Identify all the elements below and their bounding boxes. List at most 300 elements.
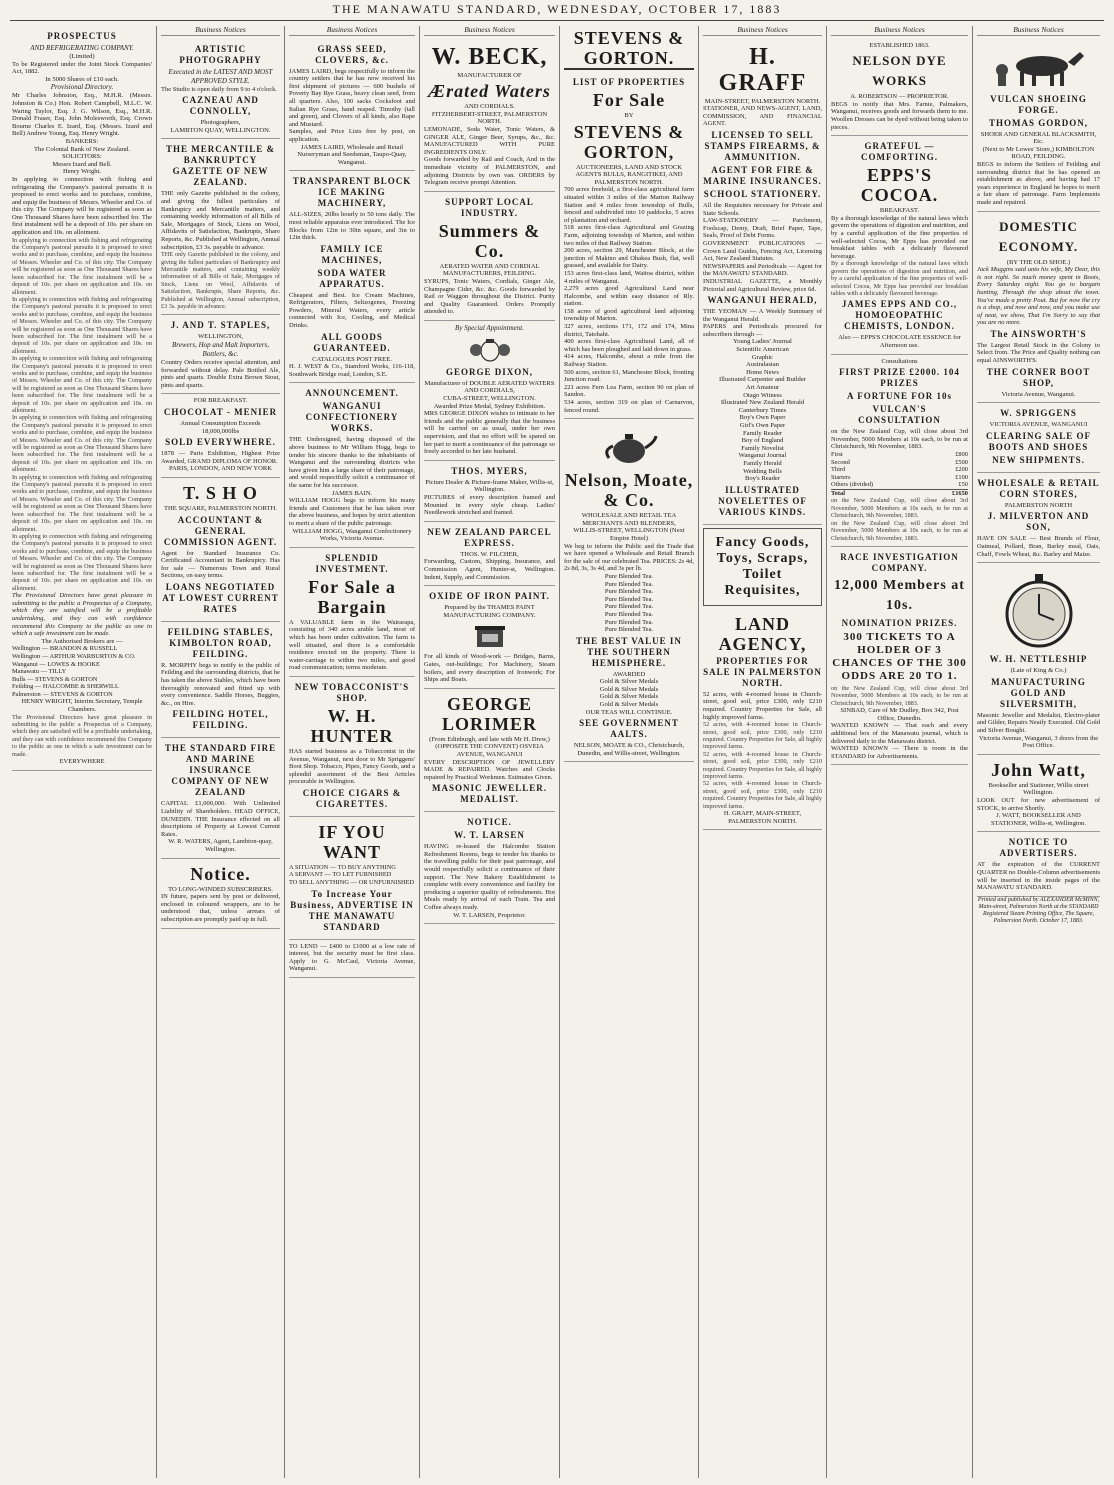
property-item: 2,279 acres good Agricultural Land near Halcombe, and within easy distance of Rly. station. [564,285,694,308]
column-5 [559,26,698,1478]
broker-item: Wellington — BRANDON & RUSSELL [12,645,118,653]
prospectus-title: PROSPECTUS [47,31,117,41]
larsen-notice: NOTICE. [467,817,512,828]
wanganui-herald: WANGANUI HERALD, [707,295,818,306]
confectionery-sign: JAMES BAIN. [331,489,373,497]
race-ad [831,547,968,765]
laird-title: GRASS SEED, CLOVERS, &c. [315,43,389,65]
notice-ad [161,859,280,929]
property-item: 500 acres, section 61, Manchester Block, fronting Junction road. [564,368,694,384]
prospectus-body-6: In applying to connection with fishing and refrigerating the Company's pastoral pursuits it is proposed to erect works and to purchase, combine, and equip the business of Messrs. Wheeler and Co. of this city. The Company will be registered as soon as One Thousand Shares have been subscribed for. The first instalment will be a deposit of 10s. per share on application and 10s. on allotment. [12,473,152,533]
aerated-title: Ærated Waters [428,81,551,102]
graff-sign: H. GRAFF, MAIN-STREET, PALMERSTON NORTH. [723,810,802,825]
oxide-body: For all kinds of Wood-work — Bridges, Barns, Gates, out-buildings; For Machinery, Steam boilers, and every description of Ironwork; For Ships and Boats. [424,653,555,684]
chocolat-body: Annual Consumption Exceeds 18,000,000lbs [180,419,261,435]
chocolat-sold: SOLD EVERYWHERE. [165,437,276,448]
nettleship-name: W. H. NETTLESHIP [989,654,1088,665]
stables-body: R. MORPHY begs to notify to the public of Feilding and the surrounding districts, that he has taken the above Stables, which have been thoroughly renovated and fitted up with every convenience. Saddle Horses, Buggies, &c., on Hire. [161,661,280,707]
prize-row [831,459,968,467]
paper-item: Wedding Bells [743,467,782,475]
epps-body-2: By a thorough knowledge of the natural laws which govern the operations of digestion and nutrition, and by a careful application of the fine properties of well-selected Cocoa, Mr Epps has provided our breakfast tables with a delicately flavoured beverage. [831,260,968,297]
larsen-name: W. T. LARSEN [454,830,525,841]
column-3 [284,26,419,1478]
school-body: All the Requisites necessary for Private and State Schools. [703,201,822,217]
property-item: 200 acres, section 29, Manchester Block, at the junction of Makino and Ohakea Bush, flat, well grassed, and available for Dairy. [564,247,694,270]
fortune-label: A FORTUNE FOR 10s [847,391,952,402]
stables-title: FEILDING STABLES, KIMBOLTON ROAD, FEILDING. [167,626,274,659]
photography-title: ARTISTIC PHOTOGRAPHY [179,43,262,65]
oxide-sub: Prepared by the THAMES PAINT MANUFACTURING COMPANY. [443,604,536,619]
epps-body: By a thorough knowledge of the natural laws which govern the operations of digestion and nutrition, and by a careful application of the fine properties of well-selected Cocoa, Mr Epps has provided our breakfast tables with a delicately flavoured beverage. [831,214,968,260]
notice-sub: TO LONG-WINDED SUBSCRIBERS. [168,885,273,893]
catalogue-address: H. J. WEST & Co., Stamford Works, 116-118, Southwark Bridge road, London, S.E. [289,363,415,378]
land-agency-sub: PROPERTIES FOR SALE IN PALMERSTON NORTH. [703,655,822,688]
law-stationery: LAW-STATIONERY — Parchment, Foolscap, Demy, Draft, Brief Paper, Tape, Seals, Proof of Debt Forms. [703,217,822,240]
school-title: SCHOOL STATIONERY. [703,188,822,199]
ice-machinery-ad [289,171,415,383]
photography-role: Photographers, [200,119,241,127]
forge-role: SHOER AND GENERAL BLACKSMITH, Etc. [980,130,1097,146]
look-out: LOOK OUT for new advertisement of STOCK, to arrive Shortly. [977,796,1100,812]
dye-works-proprietor: A. ROBERTSON — PROPRIETOR. [850,93,949,101]
paper-item: Family Herald [743,459,782,467]
nettleship-ad [977,563,1100,755]
column-heading: Business Notices [424,26,555,36]
summers-body: SYRUPS, Tonic Waters, Cordials, Ginger Ale, Champagne Cider, &c. &c. Goods forwarded by Rail or Waggon throughout the District. Purity and Quality Guaranteed. Orders Promptly attended to. [424,277,555,316]
larsen-body: HAVING re-leased the Halcombe Station Refreshment Rooms, begs to tender his thanks to the travelling public for their past patronage, and would respectfully solicit a continuance of their support. The New Bakery Establishment is complete with every convenience and facility for producing a superior quality of refreshments. Hot Meals ready by arrival of each Train. Tea and Coffee always ready. [424,843,555,912]
medal-item: Gold & Silver Medals [599,685,659,693]
solicitors-label: SOLICITORS: [62,153,102,161]
tobacconist-ad [289,677,415,817]
prize-label: First [831,450,843,458]
prize-label: Second [831,458,850,466]
land-agency-title: LAND AGENCY, [718,613,807,654]
investment-title: SPLENDID INVESTMENT. [315,552,389,574]
watt-role: Bookseller and Stationer, Willis street Wellington. [988,781,1089,797]
oxide-ad [424,586,555,689]
prize-total-value: £1650 [952,489,968,497]
race-body: on the New Zealand Cup, will close about 3rd November, 5000 Members at 10s each, to be run at Christchurch, 9th November, 1883. [831,684,968,707]
masthead: THE MANAWATU STANDARD, WEDNESDAY, OCTOBER 17, 1883 [10,2,1104,21]
clearing-label: CLEARING SALE OF BOOTS AND SHOES [985,430,1091,452]
chocolat-cities: PARIS, LONDON, AND NEW YORK [168,465,273,473]
vulcan-consultation-ad [831,355,968,547]
wholesale-title: WHOLESALE & RETAIL CORN STORES, [977,477,1100,499]
want-row: A SERVANT — TO LET FURNISHED [289,871,392,879]
wanted-1: WANTED KNOWN — That each and every additional box of the Manawatu journal, which is delivered daily to the Manawatu district. [831,722,968,745]
epps-title: EPPS'S COCOA. [860,165,939,206]
forge-name: THOMAS GORDON, [988,117,1088,128]
staples-title: J. AND T. STAPLES, [170,320,271,331]
consultations-label: Consultations [881,357,918,365]
laird-body: JAMES LAIRD, begs respectfully to inform the country settlers that he has now received his first shipment of pictures — 600 bushels of Poverty Bay Rye Grass, heavy clean seed, from all quarters. Also, 100 sacks Cocksfoot and Italian Rye Grass, hand reaped. Timothy (tall and green), and Clovers of all kinds, also Rape and Mustard. [289,67,415,128]
dixon-address: CUBA-STREET, WELLINGTON. [443,395,536,403]
photography-sub: Executed in the LATEST AND MOST APPROVED STYLE. [168,67,273,85]
tsho-location: THE SQUARE, PALMERSTON NORTH. [164,504,277,512]
beck-ad [424,39,555,192]
land-agency-body-2: 52 acres, with 4-roomed house in Church-street, good soil, price £300, only £210 required. Country Properties for Sale, all highly improved farms. [703,721,822,751]
property-item: 534 acres, section 319 on plan of Carnarvon, fenced round. [564,399,694,414]
notice-advertisers-body: AT the expiration of the CURRENT QUARTER no Double-Column advertisements will be inserted in the inside pages of the MANAWATU STANDARD. [977,861,1100,892]
goods-guaranteed: ALL GOODS GUARANTEED. [313,331,391,353]
fire-insurance-ad [161,738,280,858]
if-you-want-ad [289,817,415,940]
stevens-gorton-name: STEVENS & GORTON, [573,121,685,162]
column-1 [8,26,156,1478]
broker-item: Palmerston — STEVENS & GORTON [12,690,113,698]
myers-ad [424,461,555,522]
property-list-title: LIST OF PROPERTIES [572,77,686,87]
prospectus-ad [12,26,152,771]
graff-address: MAIN-STREET, PALMERSTON NORTH. [704,97,821,105]
tsho-role: ACCOUNTANT & GENERAL COMMISSION AGENT. [163,514,278,547]
want-row: TO SELL ANYTHING — OR UNFURNISHED [289,879,415,887]
myers-body: PICTURES of every description framed and Mounted in every style cheap. Ladies' Needlework stretched and framed. [424,494,555,517]
prospectus-body-7: In applying to connection with fishing and refrigerating the Company's pastoral pursuits it is proposed to erect works and to purchase, combine, and equip the business of Messrs. Wheeler and Co. of this city. The Company will be registered as soon as One Thousand Shares have been subscribed for. The first instalment will be a deposit of 10s. per share on application and 10s. on allotment. [12,532,152,592]
prospectus-body-3: In applying to connection with fishing and refrigerating the Company's pastoral pursuits it is proposed to erect works and to purchase, combine, and equip the business of Messrs. Wheeler and Co. of this city. The Company will be registered as soon as One Thousand Shares have been subscribed for. The first instalment will be a deposit of 10s. per share on application and 10s. on allotment. [12,295,152,355]
imprint: Printed and published by ALEXANDER McMINN, Main-street, Palmerston North at the STANDARD Registered Steam Printing Office, The Square, Palmerston North. October 17, 1883. [977,896,1100,924]
prize-label: Third [831,466,846,474]
domestic-body: Jack Muggins said unto his wife, My Dear, this is not right. So much money spent in Boots, Every Saturday night. You go to bargain hunting, Through the shop about the town. You've made a pretty Pout. But for now the cry is a shop, and now and now, and you make use of neat, we show, That I'm Sorry to say that you are no more. [977,266,1100,327]
investment-ad [289,548,415,677]
wanted-2: WANTED KNOWN — There is room in the STANDARD for Advertisements. [831,745,968,760]
papers-note: PAPERS and Periodicals procured for subscribers through — [703,323,822,338]
column-heading: Business Notices [977,26,1100,36]
breakfast-label: FOR BREAKFAST. [193,397,248,405]
ice-title: TRANSPARENT BLOCK ICE MAKING MACHINERY, [292,176,412,209]
beck-footer: Goods forwarded by Rail and Coach, And in the immediate vicinity of PALMERSTON, and adjoining Districts by own van. ORDERS by Telegram receive prompt Attention. [424,156,555,187]
staples-body: Country Orders receive special attention, and forwarded without delay. Pale Bottled Ale, pints and quarts. Double Extra Brown Stout, pints and quarts. [161,358,280,389]
yeoman-note: THE YEOMAN — A Weekly Summary of the Wanganui Herald. [703,308,822,323]
aalts-label: SEE GOVERNMENT AALTS. [579,718,679,740]
hogg-sign: WILLIAM HOGG, Wanganui Confectionery Works, Victoria Avenue. [292,527,412,543]
dixon-ad [424,321,555,461]
beck-sub: MANUFACTURER OF [457,71,522,79]
paper-item: Boy of England [741,437,784,445]
watch-icon [994,570,1084,650]
ainsworth-title: The AINSWORTH'S [990,328,1087,339]
columns [8,26,1106,1478]
stevens-gorton-role: AUCTIONEERS, LAND AND STOCK AGENTS BULLS, RANGITIKEI, AND PALMERSTON NORTH. [575,163,683,186]
family-ice: FAMILY ICE MACHINES, [320,243,384,265]
parcel-name: THOS. W. FILCHER, [460,550,519,558]
cigars-label: CHOICE CIGARS & CIGARETTES. [302,787,402,809]
grateful-label: GRATEFUL — COMFORTING. [861,141,938,163]
dixon-award: Awarded Prize Medal, Sydney Exhibition. [433,402,546,410]
epps-also: Also — EPPS'S CHOCOLATE ESSENCE for Afternoon use. [838,334,961,349]
mercantile-title: THE MERCANTILE & BANKRUPTCY GAZETTE OF NEW ZEALAND. [165,144,275,188]
first-prize: FIRST PRIZE £2000. 104 PRIZES [839,367,960,389]
column-heading: Business Notices [289,26,415,36]
announcement-label: ANNOUNCEMENT. [305,388,399,399]
prospectus-body: In applying to connection with fishing and refrigerating the Company's pastoral pursuits it is proposed to erect works and to purchase, combine, and equip the business of Messrs. Wheeler and Co. of this city. The Company will be registered as soon as One Thousand Shares have been subscribed for. The first instalment will be a deposit of 10s. per share on application and 10s. on allotment. [12,175,152,237]
property-item: 414 acres, Halcombe, about a mile from the Railway Station. [564,353,694,369]
tea-item: Pure Blended Tea. [604,588,654,596]
appointment-label: By Special Appointment. [455,323,524,332]
masonic-label: MASONIC JEWELLER. MEDALIST. [431,783,547,805]
parcel-body: Forwarding, Custom, Shipping, Insurance, and Commission Agent, Hunter-st, Wellington. Indent, Supply, and Commission. [424,558,555,581]
confectionery-ad [289,383,415,547]
catalogues-label: CATALOGUES POST FREE. [312,355,392,363]
oxide-title: OXIDE OF IRON PAINT. [429,591,550,602]
spriggens-title: W. SPRIGGENS [1000,408,1077,419]
prize-value: £800 [955,450,968,458]
property-item: 400 acres first-class Agricultural Land, all of which has been ploughed and laid down in grass. [564,338,694,353]
solicitors-name: Messrs Izard and Bell. [52,160,112,168]
watt-sign: J. WATT, BOOKSELLER AND STATIONER, Willis-st, Wellington. [991,812,1086,827]
novelettes-label: ILLUSTRATED NOVELETTES OF VARIOUS KINDS. [718,484,807,517]
dye-works-ad [831,39,968,137]
tobacconist-body: HAS started business as a Tobacconist in the Avenue, Wanganui, next door to Mr Spriggens' Boot Shop. Tobacco, Pipes, Fancy Goods, and a splendid assortment of the Best Articles procurable in Wellington. [289,747,415,786]
prospectus-capital: In 5000 Shares of £10 each. [45,75,119,83]
shipments-label: NEW SHIPMENTS. [992,454,1085,465]
spriggens-ad [977,403,1100,473]
property-item: 153 acres first-class land, Waitoa district, within 4 miles of Wanganui. [564,269,694,285]
prospectus-lead: To be Registered under the Joint Stock Companies' Act, 1882. [12,60,152,76]
photography-firm: CAZNEAU AND CONNOLLY, [182,95,259,117]
support-label: SUPPORT LOCAL INDUSTRY. [445,196,534,218]
nettleship-body: Masonic Jeweller and Medalist, Electro-plater and Gilder, Repairs Neatly Executed. Old Gold and Silver Bought. [977,711,1100,734]
larsen-ad [424,812,555,924]
graff-role: STATIONER, AND NEWS-AGENT, LAND, COMMISSION, AND FINANCIAL AGENT. [703,105,822,128]
staples-ad [161,315,280,394]
teapot-icon [599,426,659,466]
bargain-body: A VALUABLE farm in the Wairarapa, consisting of 340 acres arable land, most of which has been under cultivation. The farm is well situated, and there is a comfortable residence erected on the property. There is water-carriage to within two miles, and good road communication; terms moderate. [289,618,415,672]
paper-item: Canterbury Times [738,406,787,414]
aerated-sub: AND CORDIALS. [464,103,515,111]
tea-item: Pure Blended Tea. [604,610,654,618]
want-body: To Increase Your Business, ADVERTISE IN THE MANAWATU STANDARD [290,888,414,932]
gov-publications: GOVERNMENT PUBLICATIONS — Crown Land Guides, Fencing Act, Licensing Act, New Zealand Statutes. [703,239,822,263]
paper-item: Australasian [746,361,779,369]
membership-title: 12,000 Members at 10s. [834,577,965,613]
race-title: RACE INVESTIGATION COMPANY. [840,551,959,573]
prize-value: £500 [955,458,968,466]
column-7 [826,26,972,1478]
paper-item: Graphic [751,353,774,361]
nomination-title: NOMINATION PRIZES. [841,617,958,628]
domestic-title: DOMESTIC ECONOMY. [998,218,1079,254]
prospectus-tail: The Provisional Directors have great pleasure in submitting to the public a Prospectus of a Company, which they are satisfied will be a profitable undertaking, and they can with confidence recommend this Company to the public as one in which a safe investment can be made. [12,713,152,758]
confectionery-title: WANGANUI CONFECTIONERY WORKS. [305,401,399,434]
paper-item: Home News [746,368,779,376]
fire-title: THE STANDARD FIRE AND MARINE INSURANCE COMPANY OF NEW ZEALAND [164,743,277,798]
tsho-title: T. S H O [183,482,258,503]
bargain-title: For Sale a Bargain [308,576,396,617]
column-8 [972,26,1104,1478]
vulcan-title: VULCAN'S CONSULTATION [858,404,941,426]
fancy-goods-title: Fancy Goods, Toys, Scraps, Toilet Requisites, [715,534,810,598]
corn-stores-ad [977,473,1100,563]
paper-item: Family Reader [742,429,782,437]
parcel-ad [424,522,555,586]
nelson-moate-ad [564,419,694,762]
paint-tin-icon [471,623,509,649]
continue-label: OUR TEAS WILL CONTINUE. [585,708,673,716]
paper-item: Scientific American [736,346,789,354]
property-list-ad [564,72,694,419]
laird-ad [289,39,415,172]
lend-body: TO LEND — £400 to £1000 at a low rate of interest, but the security must be first class. Apply to G. McCaul, Victoria Avenue, Wanganui. [289,942,415,973]
prize-label: Others (divided) [831,481,874,489]
bankers-label: BANKERS: [65,137,99,145]
nelson-sub: WHOLESALE AND RETAIL TEA MERCHANTS AND BLENDERS, [581,512,677,527]
broker-item: Feilding — HALCOMBE & SHERWILL [12,683,119,691]
spriggens-location: VICTORIA AVENUE, WANGANUI [989,421,1088,429]
nettleship-location: Victoria Avenue, Wanganui, 3 doors from the Post Office. [978,734,1099,750]
by-label: BY [624,112,634,119]
chocolat-ad [161,394,280,478]
ainsworth-body: The Largest Retail Stock in the Colony to Select from. The Price and Quality nothing can equal AINSWORTH'S. [977,341,1100,365]
soda-body: Cheapest and Best. Ice Cream Machines, Refrigerators, Filters, Seltzogenes, Freezing Powders, Mineral Waters, every article connected with Ice, Cooling, and Medical Drinks. [289,291,415,330]
photography-location: LAMBTON QUAY, WELLINGTON. [170,126,271,134]
larsen-sign: W. T. LARSEN, Proprietor. [453,911,526,919]
nelson-body: We beg to inform the Public and the Trade that we have opened a Wholesale and Retail Branch for the sale of our celebrated Tea. PRICES: 2s 4d, 2s 8d, 3s, 3s 4d, and 3s per lb. [564,542,694,573]
tsho-ad [161,478,280,622]
property-item: 221 acres Fern Lea Farm, section 90 on plan of Sandon. [564,383,694,399]
prospectus-subtitle: AND REFRIGERATING COMPANY. [30,44,134,52]
mercantile-body-2: THE only Gazette published in the colony, and giving the fullest particulars of Bankruptcy and Mercantile matters, and containing weekly information of all Bills of Sale, Mortgages of Stock, Liens on Wool, Affidavits of Satisfaction, Bankrupts, Share Reports, &c. Published at Wellington, Annual subscription, £3 3s. payable in advance. [161,251,280,310]
summers-title: Summers & Co. [438,220,541,261]
notice-title: Notice. [190,863,251,884]
photography-body: The Studio is open daily from 9 to 4 o'clock. [161,85,277,93]
tsho-body: Agent for Standard Insurance Co. Certificated Accountant in Bankruptcy. Has for sale — Numerous Town and Rural Sections, on easy terms. [161,549,280,580]
prize-table [831,451,968,498]
paper-item: Art Amateur [745,384,780,392]
stables-ad [161,622,280,739]
prospectus-body-5: In applying to connection with fishing and refrigerating the Company's pastoral pursuits it is proposed to erect works and to purchase, combine, and equip the business of Messrs. Wheeler and Co. of this city. The Company will be registered as soon as One Thousand Shares have been subscribed for. The first instalment will be a deposit of 10s. per share on application and 10s. on allotment. [12,414,152,474]
tea-item: Pure Blended Tea. [604,595,654,603]
beck-address: FITZHERBERT-STREET, PALMERSTON NORTH. [431,110,548,126]
domestic-sub: (BY THE OLD SHOE.) [1006,258,1071,266]
summers-ad [424,192,555,321]
staples-location: WELLINGTON, [197,333,244,341]
vulcan-sub: on the New Zealand Cup, will close about 3rd November, 5000 Members at 10s each, to be run at Christchurch, 9th November, 1883. [831,428,968,451]
prospectus-directory: Provisional Directory. [50,83,114,92]
graff-licence: LICENSED TO SELL STAMPS FIREARMS, & AMMUNITION. [704,129,821,162]
dye-works-body: BEGS to notify that Mrs. Farnie, Palmakers, Wanganui, receives goods and forwards them to me. Woollen Dresses can be dyed without being taken to pieces. [831,100,968,131]
prize-value: £50 [958,481,968,489]
prize-total-label: Total [831,489,845,497]
photography-ad [161,39,280,140]
lorimer-sub: (From Edinburgh, and late with Mr H. Drew,) (OPPOSITE THE CONVENT) OSVEIA AVENUE, WANGANUI [429,735,550,758]
lorimer-ad [424,689,555,813]
paper-item: Boy's Own Paper [739,414,786,422]
prospectus-footer: EVERYWHERE [59,758,105,766]
dixon-body: MRS GEORGE DIXON wishes to intimate to her friends and the public generally that the business will be carried on as usual, under her own supervision, and that no effort will be spared on her part to merit a continuance of the patronage so freely accorded to her late husband. [424,410,555,456]
myers-sub: Picture Dealer & Picture-frame Maker, Willis-st, Wellington. [425,478,554,494]
column-6 [698,26,826,1478]
for-sale-title: For Sale [592,90,666,110]
forge-title: VULCAN SHOEING FORGE. [990,93,1087,115]
prize-label: Starters [831,473,851,481]
graff-agent: AGENT FOR FIRE & MARINE INSURANCES. [703,164,822,186]
nelson-title: Nelson, Moate, & Co. [564,470,694,511]
paper-item: Family Novelist [741,444,784,452]
prospectus-limited: (Limited) [69,53,95,60]
lend-ad [289,940,415,978]
prospectus-directors: Mr Charles Johnston, Esq., M.H.R. (Messrs. Johnston & Co.) Hon. Robert Campbell, M.L.C. W. Waring Taylor, Esq. J. G. Wilson, Esq., M.H.R. Donald Fraser, Esq. John Molesworth, Esq. Crown Bourne Charles E. Izard, Esq. (Messrs. Izard and Bell) Andrew Young, Esq. Henry Wright. [12,92,152,138]
prize-row [831,451,968,459]
land-agency-body-4: 52 acres, with 4-roomed house in Church-street, good soil, price £300, only £210 required. Country Properties for Sale, all highly improved farms. [703,780,822,810]
best-value: THE BEST VALUE IN THE SOUTHERN HEMISPHERE. [576,635,682,668]
dixon-title: GEORGE DIXON, [445,366,533,377]
property-item: 158 acres of good agricultural land adjoining township of Marton. [564,307,694,323]
chocolat-title: CHOCOLAT - MENIER [163,406,278,417]
tea-item: Pure Blended Tea. [604,618,654,626]
column-2 [156,26,284,1478]
summers-sub: AERATED WATER AND CORDIAL MANUFACTURERS, FEILDING. [439,262,540,278]
property-item: 327 acres, sections 171, 172 and 174, Mina district, Tatohahi. [564,323,694,338]
land-agency-body-3: 52 acres, with 4-roomed house in Church-street, good soil, price £300, only £210 required. Country Properties for Sale, all highly improved farms. [703,750,822,780]
lorimer-title: GEORGE LORIMER [441,693,537,734]
want-row: A SITUATION — TO BUY ANYTHING [289,863,396,871]
land-agency-ad [703,609,822,830]
nettleship-role: MANUFACTURING GOLD AND SILVERSMITH, [991,676,1086,709]
watt-ad [977,755,1100,833]
paper-item: Girl's Own Paper [739,422,786,429]
property-item: 700 acres freehold, a first-class agricultural farm situated within 3 miles of the Marton Railway Station and 4 miles from township of Bulls, fenced and subdivided into 10 paddocks, 5 acres of plantation and orchard. [564,186,694,224]
prospectus-body-4: In applying to connection with fishing and refrigerating the Company's pastoral pursuits it is proposed to erect works and to purchase, combine, and equip the business of Messrs. Wheeler and Co. of this city. The Company will be registered as soon as One Thousand Shares have been subscribed for. The first instalment will be a deposit of 10s. per share on application and 10s. on allotment. [12,355,152,414]
nelson-address: WILLIS-STREET, WELLINGTON (Next Empire Hotel) [573,527,685,542]
lorimer-body: EVERY DESCRIPTION OF JEWELLERY MADE & REPAIRED. Watches and Clocks repaired by Practical Workmen. Estimates Given. [424,758,555,781]
industrial-gazette: INDUSTRIAL GAZETTE, a Monthly Pictorial and Agricultural Review, price 6d. [703,277,822,293]
forge-location: (Next to Mr Lowes' Store,) KIMBOLTON ROAD, FEILDING. [982,145,1095,161]
paper-item: Young Ladies' Journal [733,338,792,346]
dixon-sub: Manufacturer of DOUBLE AERATED WATERS AND CORDIALS, [424,379,555,395]
wholesale-location: PALMERSTON NORTH [1004,501,1073,509]
property-item: 518 acres first-class Agricultural and Grazing Farm, adjoining township of Marton, and within two miles of that Railway Station. [564,224,694,247]
odds-title: 300 TICKETS TO A HOLDER OF 3 CHANCES OF THE 300 ODDS ARE 20 TO 1. [832,630,967,682]
broker-item: Bulls — STEVENS & GORTON [12,675,98,683]
milverton-title: J. MILVERTON AND SON, [987,511,1090,533]
ice-body: ALL-SIZES, 20lbs hourly to 50 tons daily. The most reliable apparatus ever introduced. The Ice Blocks from 12in to 30in square, and 3in to 12in thick. [289,211,415,242]
notice-body: IN future, papers sent by post or delivered, enclosed in coloured wrappers, are to be understood that, unless arrears of subscription are promptly paid up in full. [161,893,280,923]
tobacconist-title: NEW TOBACCONIST'S SHOP. [294,681,410,703]
royal-arms-icon [467,337,513,363]
secretary-name: Henry Wright. [62,168,102,176]
paper-item: Boy's Reader [744,475,781,483]
laird-note: Samples, and Price Lists free by post, on application. [289,128,415,143]
parcel-title: NEW ZEALAND PARCEL EXPRESS. [427,526,552,548]
feilding-hotel: FEILDING HOTEL, FEILDING. [172,709,269,731]
prospectus-signed: HENRY WRIGHT, Interim Secretary, Temple Chambers. [21,698,143,714]
dye-works-title: NELSON DYE WORKS [852,53,947,89]
tsho-loans: LOANS NEGOTIATED AT LOWEST CURRENT RATES [162,581,279,614]
awarded-label: AWARDED [612,670,646,678]
prize-total-row [831,489,968,498]
notice-advertisers-title: NOTICE TO ADVERTISERS. [999,837,1078,859]
graff-title: H. GRAFF [718,43,807,96]
beck-title: W. BECK, [431,43,548,70]
beck-body: LEMONADE, Soda Water, Tonic Waters, & GINGER ALE, Ginger Beer, Syrups, &c., &c. MANUFACTURED WITH PURE INGREDIENTS ONLY. [424,125,555,156]
stevens-gorton-header: STEVENS & GORTON. [564,28,694,70]
soda-apparatus: SODA WATER APPARATUS. [317,267,387,289]
nettleship-prev: (Late of King & Co.) [1010,667,1067,675]
paper-item: Otago Witness [743,391,782,399]
laird-sign: JAMES LAIRD, Wholesale and Retail Nurseryman and Seedsman, Taupo-Quay, Wanganui. [297,143,407,166]
medal-item: Gold & Silver Medals [599,678,659,686]
domestic-economy-ad [977,212,1100,404]
prize-row [831,466,968,474]
hogg-body: WILLIAM HOGG begs to inform his many friends and Customers that he has taken over the above business, and hopes by strict attention to merit a share of the public patronage. [289,497,415,527]
medal-item: Gold & Silver Medals [599,701,659,709]
myers-title: THOS. MYERS, [451,465,528,476]
column-heading: Business Notices [703,26,822,36]
forge-ad [977,39,1100,212]
mercantile-body: THE only Gazette published in the colony, and giving the fullest particulars of Bankruptcy and Mercantile matters, and containing weekly information of all Bills of Sale, Mortgages of Stock, Liens on Wool, Affidavits of Satisfaction, Bankrupts, Share Reports, &c. Published at Wellington, Annual subscription, £3 3s. payable in advance. [161,190,280,251]
graff-ad [703,39,822,525]
